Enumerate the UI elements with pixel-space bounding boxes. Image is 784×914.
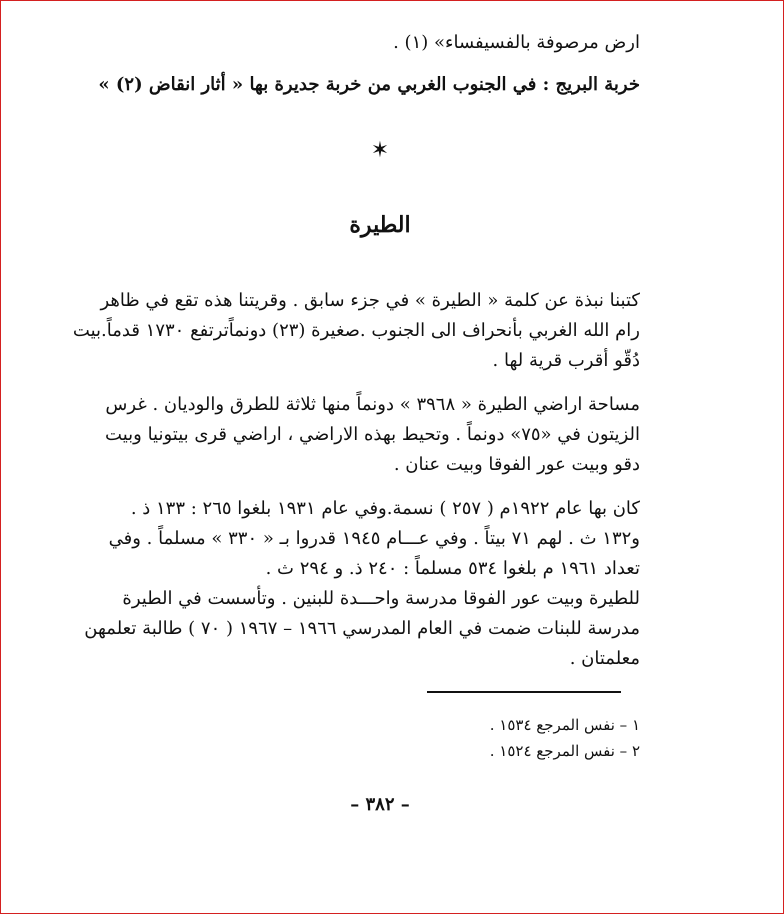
paragraph-line: كتبنا نبذة عن كلمة « الطيرة » في جزء سابق . وقريتنا هذه تقع في ظاهر xyxy=(100,290,640,311)
page-number: – ٣٨٢ – xyxy=(350,794,410,815)
paragraph-line: كان بها عام ١٩٢٢م ( ٢٥٧ ) نسمة.وفي عام ١٩٣١ بلغوا ٢٦٥ : ١٣٣ ذ . xyxy=(130,498,640,519)
paragraph-line: معلمتان . xyxy=(569,648,640,669)
paragraph-line: الزيتون في «٧٥» دونماً . وتحيط بهذه الاراضي ، اراضي قرى بيتونيا وبيت xyxy=(105,424,640,445)
paragraph-line: للطيرة وبيت عور الفوقا مدرسة واحـــدة للبنين . وتأسست في الطيرة xyxy=(122,588,640,609)
section-title: الطيرة xyxy=(349,212,411,238)
footnote-divider xyxy=(427,691,621,693)
paragraph-line: و١٣٢ ث . لهم ٧١ بيتاً . وفي عـــام ١٩٤٥ قدروا بـ « ٣٣٠ » مسلماً . وفي xyxy=(108,528,640,549)
paragraph-3 xyxy=(108,494,640,584)
paragraph-line: دقو وبيت عور الفوقا وبيت عنان . xyxy=(393,454,640,475)
paragraph-line: دُقّو أقرب قرية لها . xyxy=(492,350,640,371)
paragraph-line: مدرسة للبنات ضمت في العام المدرسي ١٩٦٦ – ١٩٦٧ ( ٧٠ ) طالبة تعلمهن xyxy=(84,618,640,639)
section-ornament: ✶ xyxy=(370,138,390,163)
footnotes xyxy=(120,712,640,764)
footnote-2: ٢ – نفس المرجع ١٥٢٤ . xyxy=(489,742,640,760)
header-line-1: ارض مرصوفة بالفسيفساء» (١) . xyxy=(393,32,640,53)
paragraph-line: رام الله الغربي بأنحراف الى الجنوب .صغيرة (٢٣) دونماًترتفع ١٧٣٠ قدماً.بيت xyxy=(72,320,640,341)
paragraph-line: مساحة اراضي الطيرة « ٣٩٦٨ » دونماً منها ثلاثة للطرق والوديان . غرس xyxy=(105,394,640,415)
footnote-1: ١ – نفس المرجع ١٥٣٤ . xyxy=(489,716,640,734)
paragraph-1 xyxy=(72,286,640,376)
paragraph-line: تعداد ١٩٦١ م بلغوا ٥٣٤ مسلماً : ٢٤٠ ذ. و ٢٩٤ ث . xyxy=(265,558,640,579)
paragraph-4 xyxy=(84,584,640,674)
header-line-2: خربة البريج : في الجنوب الغربي من خربة جديرة بها « أثار انقاض (٢) » xyxy=(98,74,640,95)
paragraph-2 xyxy=(105,390,640,480)
